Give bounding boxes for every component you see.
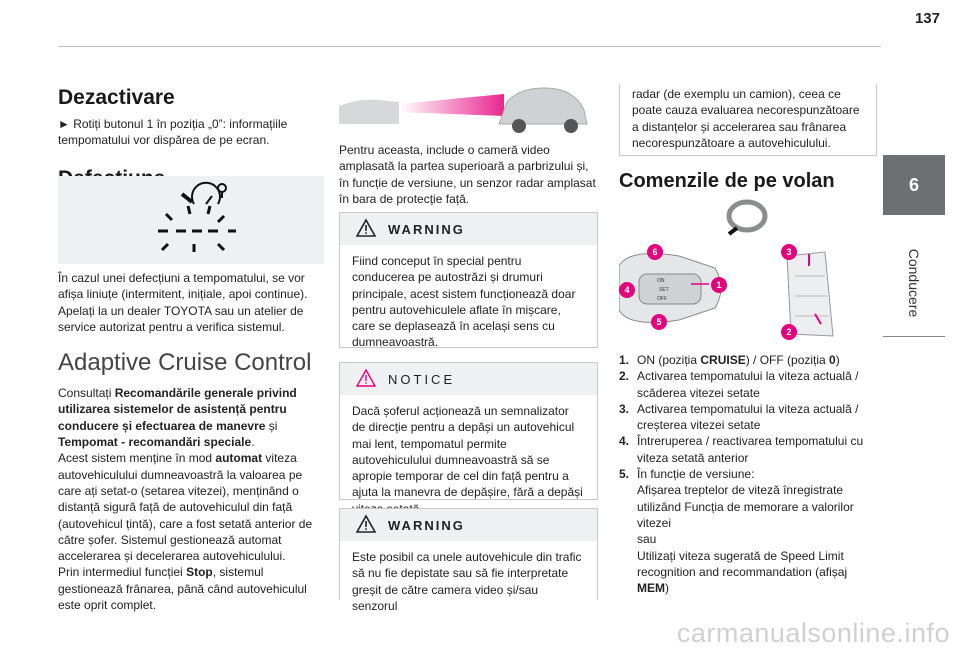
list-item: 3. Activarea tempomatului la viteza actuală / creșterea vitezei setate (619, 401, 859, 433)
column-3-title (619, 170, 877, 193)
warning-header-2: WARNING (340, 509, 597, 541)
steering-controls-figure (619, 196, 877, 346)
warning-box-2 (339, 508, 598, 613)
list-item: 1. ON (poziția CRUISE) / OFF (poziția 0) (619, 353, 840, 367)
svg-text:2: 2 (786, 327, 792, 337)
watermark: carmanualsonline.info (676, 618, 950, 648)
steering-wheel-icon (729, 202, 765, 230)
svg-text:5: 5 (656, 317, 662, 327)
svg-text:SET: SET (659, 287, 669, 293)
column-1 (58, 86, 316, 191)
warning-header: WARNING (340, 213, 597, 245)
car-radar-figure (339, 84, 597, 134)
defectiune-text: În cazul unei defecțiuni a tempomatului, se vor afișa liniuțe (intermitent, inițiale, apoi continue). Apelați la un dealer TOYOTA sau un atelier de service autorizat pentru a verifica sistemul. (58, 271, 308, 334)
cruise-fault-figure (58, 176, 324, 264)
warning-text-2: Este posibil ca unele autovehicule din trafic să nu fie depistate sau să fie interpretate greșit de către camera video și/sau senzorul (352, 550, 582, 613)
notice-header: NOTICE (340, 363, 597, 395)
notice-box (339, 362, 598, 500)
svg-text:ON: ON (657, 278, 665, 284)
svg-text:1: 1 (716, 280, 722, 290)
notice-icon (356, 368, 376, 388)
speedometer-icon (182, 183, 226, 204)
chapter-number: 6 (908, 174, 919, 195)
warning-box-1 (339, 212, 598, 348)
stalk-side-view (787, 252, 833, 336)
dezactivare-text: ► Rotiți butonul 1 în poziția „0”: informațiile tempomatului vor dispărea de pe ecran. (58, 117, 288, 148)
svg-text:3: 3 (786, 247, 792, 257)
column-1-lower (58, 270, 316, 613)
list-item: 5. În funcție de versiune: Afișarea treptelor de viteză înregistrate utilizând Funcția de memorare a valorilor vitezei sau Utilizați viteza sugerată de Speed Limit recognition and recommandation (afișaj MEM) (619, 467, 854, 596)
warning-icon (356, 514, 376, 534)
section-title-comenzi: Comenzile de pe volan (619, 170, 835, 192)
notice-text: Dacă șoferul acționează un semnalizator de direcție pentru a depăși un autovehicul mai lent, tempomatul permite autovehiculului dumneavoastră să se apropie temporar de cel din față pentru a ajuta la manevra de depășire, fără a depăși (352, 404, 583, 500)
list-item: 4. Întreruperea / reactivarea tempomatului cu viteza setată anterior (619, 434, 864, 465)
svg-text:OFF: OFF (657, 296, 667, 302)
warning-text-1: Fiind conceput în special pentru conducerea pe autostrăzi și drumuri principale, acest sistem funcționează doar pentru autovehiculele aflate în mișcare, care se deplasează în același sens cu dumneavoastră. (352, 254, 576, 350)
section-title-dezactivare: Dezactivare (58, 86, 175, 109)
column-2-intro (339, 142, 597, 207)
chapter-tab[interactable] (883, 155, 945, 215)
svg-text:4: 4 (624, 285, 630, 295)
warning-icon (356, 218, 376, 238)
section-title-acc: Adaptive Cruise Control (58, 349, 312, 377)
acc-paragraph-2: Acest sistem menține în mod automat viteza autovehiculului dumneavoastră la valoarea pe care ați setat-o (setarea vitezei), menținând o distanță sigură față de autovehiculul din față (autovehicul țintă), care a fost setată anterior de către șofer. Sistemul gestionează automat accelerarea și decelerarea autovehiculului. (58, 451, 313, 564)
list-item: 2. Activarea tempomatului la viteza actuală / scăderea vitezei setate (619, 369, 859, 400)
acc-paragraph-3: Prin intermediul funcției Stop, sistemul gestionează frânarea, până când autovehiculul este oprit complet. (58, 565, 307, 613)
acc-paragraph-1: Consultați Recomandările generale privind utilizarea sistemelor de asistență pentru conducere și efectuarea de manevre și Tempomat - recomandări speciale. (58, 386, 297, 450)
svg-text:6: 6 (652, 247, 658, 257)
dash-lines (158, 206, 236, 252)
chapter-label: Conducere (906, 248, 922, 318)
header-divider (58, 46, 881, 47)
chapter-divider (883, 336, 945, 337)
warning-continuation (619, 84, 877, 156)
warning-continuation-text: radar (de exemplu un camion), ceea ce poate cauza evaluarea necorespunzătoare a distanțelor și accelerarea sau frânarea necorespunzătoare a autovehiculului. (632, 87, 860, 150)
controls-list (619, 352, 877, 596)
camera-radar-text: Pentru aceasta, include o cameră video amplasată la partea superioară a parbrizului și, în funcție de versiune, un senzor radar amplasat în bara de protecție față. (339, 143, 596, 206)
page-number: 137 (914, 10, 940, 27)
